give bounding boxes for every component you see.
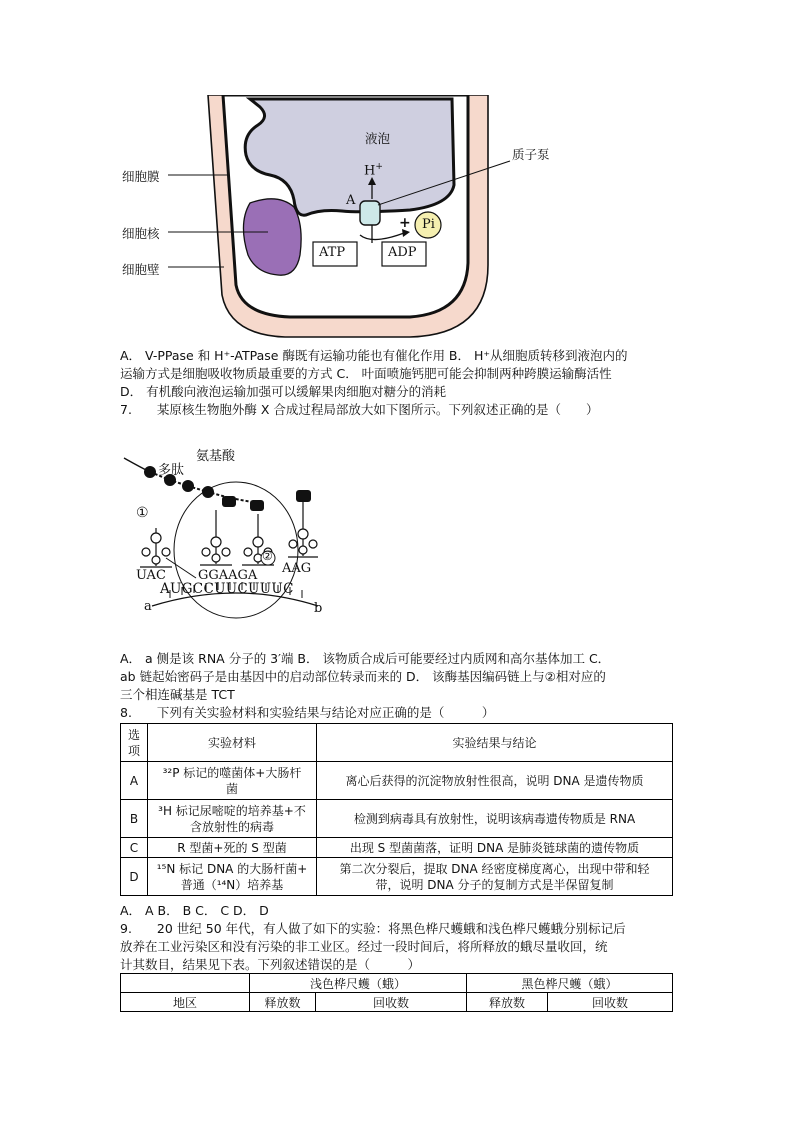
label-anticodon1: UAC xyxy=(136,568,166,583)
table-row xyxy=(121,762,673,800)
label-end-a: a xyxy=(144,599,152,614)
q7-stem: 7. 某原核生物胞外酶 X 合成过程局部放大如下图所示。下列叙述正确的是（ ） xyxy=(120,402,599,417)
label-amino-acid: 氨基酸 xyxy=(196,449,236,464)
q8-header-material: 实验材料 xyxy=(148,724,317,762)
label-adp: ADP xyxy=(388,245,417,260)
label-nucleus: 细胞核 xyxy=(122,226,160,241)
label-cell-wall: 细胞壁 xyxy=(122,262,160,277)
label-a: A xyxy=(346,193,356,208)
q8-row-a-result: 离心后获得的沉淀物放射性很高，说明 DNA 是遗传物质 xyxy=(317,762,673,800)
q8-row-d-result: 第二次分裂后，提取 DNA 经密度梯度离心，出现中带和轻 带，说明 DNA 分子的复制方式是半保留复制 xyxy=(317,858,673,896)
q9-header-recover-light: 回收数 xyxy=(316,993,467,1012)
q8-row-b-result: 检测到病毒具有放射性，说明该病毒遗传物质是 RNA xyxy=(317,800,673,838)
label-polypeptide: 多肽 xyxy=(158,463,185,478)
label-vacuole: 液泡 xyxy=(365,131,391,146)
q8-row-d-material: ¹⁵N 标记 DNA 的大肠杆菌+ 普通（¹⁴N）培养基 xyxy=(148,858,317,896)
q8-row-d-option: D xyxy=(121,858,148,896)
q9-stem-line1: 9. 20 世纪 50 年代，有人做了如下的实验：将黑色桦尺蠖蛾和浅色桦尺蠖蛾分别标记后 xyxy=(120,921,626,936)
q8-options: A． A B． B C． C D． D xyxy=(120,903,269,918)
q9-header-release-dark: 释放数 xyxy=(467,993,548,1012)
label-h-plus: H+ xyxy=(364,162,383,179)
q9-stem-line3: 计其数目，结果见下表。下列叙述错误的是（ ） xyxy=(120,957,421,972)
table-row xyxy=(121,993,673,1012)
q6-options-line1: A． V-PPase 和 H⁺-ATPase 酶既有运输功能也有催化作用 B． H⁺从细胞质转移到液泡内的 xyxy=(120,348,628,363)
table-row xyxy=(121,838,673,858)
q9-table xyxy=(120,973,673,1012)
label-pi: Pi xyxy=(422,217,435,232)
label-end-b: b xyxy=(314,601,323,616)
label-anticodon2: GGAAGA xyxy=(198,568,258,583)
label-mark1: ① xyxy=(136,505,149,521)
q9-header-blank xyxy=(121,974,250,993)
table-row xyxy=(121,858,673,896)
q8-row-b-material: ³H 标记尿嘧啶的培养基+不 含放射性的病毒 xyxy=(148,800,317,838)
label-mrna-sequence: AUGCCUUCUUUC xyxy=(160,581,294,597)
q8-row-a-option: A xyxy=(121,762,148,800)
label-cell-membrane: 细胞膜 xyxy=(122,169,160,184)
q8-row-c-material: R 型菌+死的 S 型菌 xyxy=(148,838,317,858)
q8-header-option: 选 项 xyxy=(121,724,148,762)
label-mark2: ② xyxy=(262,549,273,563)
q9-stem-line2: 放养在工业污染区和没有污染的非工业区。经过一段时间后，将所释放的蛾尽量收回，统 xyxy=(120,939,608,954)
cell-diagram xyxy=(110,95,530,340)
q8-stem: 8. 下列有关实验材料和实验结果与结论对应正确的是（ ） xyxy=(120,705,495,720)
label-proton-pump: 质子泵 xyxy=(512,147,550,162)
table-row xyxy=(121,974,673,993)
q6-options-line2: 运输方式是细胞吸收物质最重要的方式 C． 叶面喷施钙肥可能会抑制两种跨膜运输酶活性 xyxy=(120,366,612,381)
q9-header-region: 地区 xyxy=(121,993,250,1012)
q9-header-light: 浅色桦尺蠖（蛾） xyxy=(250,974,467,993)
q7-options-line3: 三个相连碱基是 TCT xyxy=(120,687,235,702)
q8-row-c-option: C xyxy=(121,838,148,858)
q8-row-c-result: 出现 S 型菌菌落，证明 DNA 是肺炎链球菌的遗传物质 xyxy=(317,838,673,858)
q8-row-a-material: ³²P 标记的噬菌体+大肠杆 菌 xyxy=(148,762,317,800)
q8-table xyxy=(120,723,673,896)
q9-header-recover-dark: 回收数 xyxy=(548,993,673,1012)
q9-header-dark: 黑色桦尺蠖（蛾） xyxy=(467,974,673,993)
q7-options-line2: ab 链起始密码子是由基因中的启动部位转录而来的 D． 该酶基因编码链上与②相对应的 xyxy=(120,669,606,684)
label-plus: + xyxy=(399,215,411,231)
label-anticodon3: AAG xyxy=(282,561,312,576)
table-row xyxy=(121,800,673,838)
q9-header-release-light: 释放数 xyxy=(250,993,316,1012)
proton-pump-shape xyxy=(360,201,380,225)
q8-header-result: 实验结果与结论 xyxy=(317,724,673,762)
q6-options-line3: D． 有机酸向液泡运输加强可以缓解果肉细胞对糖分的消耗 xyxy=(120,384,447,399)
q7-options-line1: A． a 侧是该 RNA 分子的 3′端 B． 该物质合成后可能要经过内质网和高尔基体加工 C． xyxy=(120,651,611,666)
label-atp: ATP xyxy=(319,245,346,260)
q8-row-b-option: B xyxy=(121,800,148,838)
